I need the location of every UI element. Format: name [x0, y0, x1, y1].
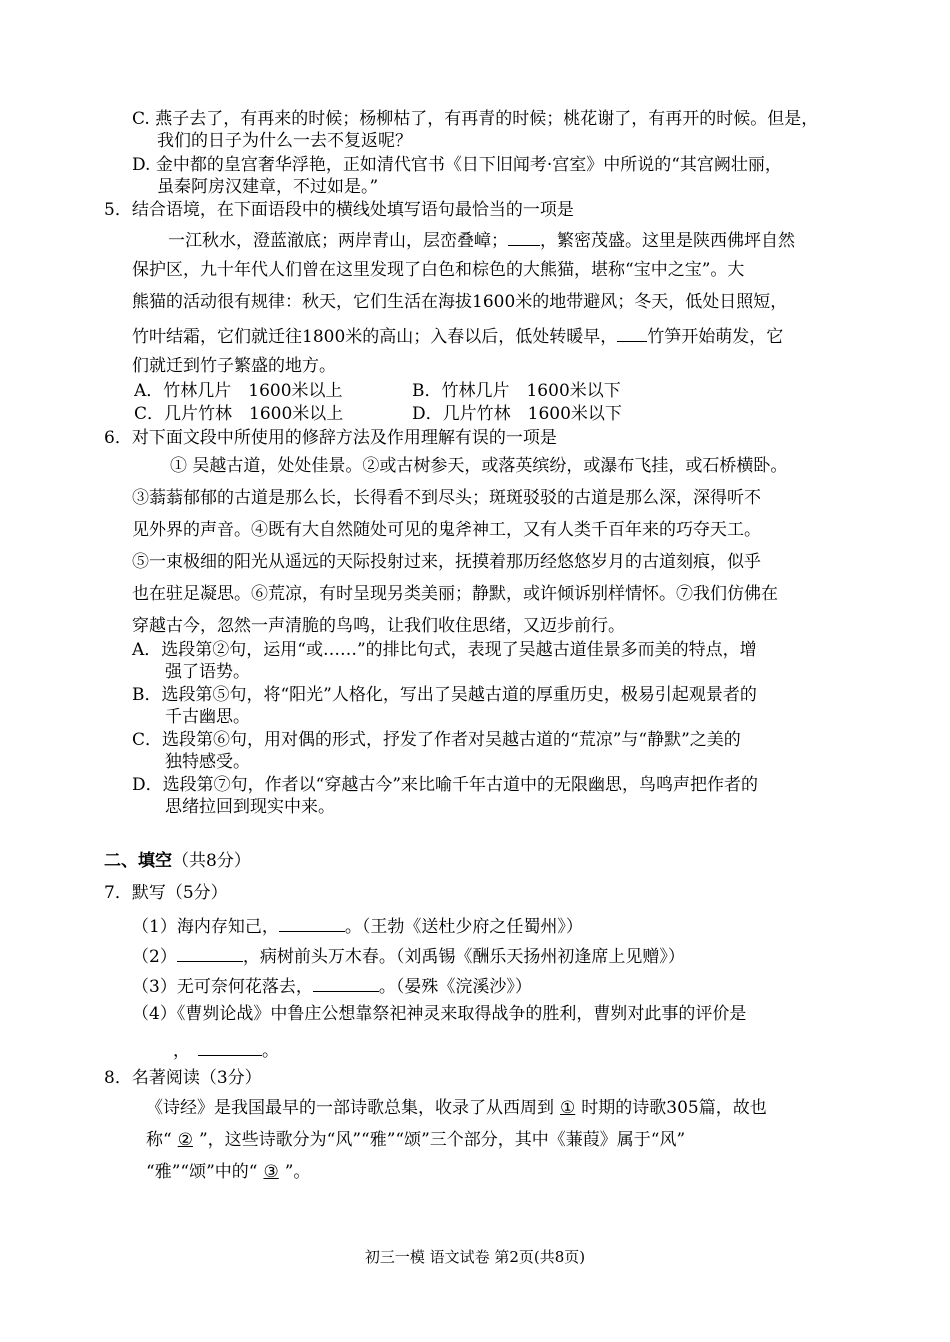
- q5-passage-text: 竹笋开始萌发，它: [647, 327, 784, 347]
- q5-option-c[interactable]: C．几片竹林 1600米以上: [134, 404, 344, 424]
- q8-line2: [146, 1129, 685, 1151]
- q6-option-d-line1[interactable]: D．选段第⑦句，作者以“穿越古今”来比喻千年古道中的无限幽思，鸟鸣声把作者的: [132, 775, 759, 795]
- q8-text: “雅”“颂”中的“: [146, 1162, 258, 1182]
- q5-option-a[interactable]: A．竹林几片 1600米以上: [134, 381, 343, 401]
- q8-text: ”，这些诗歌分为“风”“雅”“颂”三个部分，其中《蒹葭》属于“风”: [198, 1130, 686, 1150]
- q7-item-text: （3）无可奈何花落去，: [132, 977, 313, 997]
- q7-blank-1[interactable]: [279, 913, 345, 932]
- q8-text: ”。: [284, 1162, 311, 1182]
- q5-option-b[interactable]: B．竹林几片 1600米以下: [412, 381, 621, 401]
- q7-item-4-line2: [173, 1037, 279, 1062]
- q6-passage-line2: ③蓊蓊郁郁的古道是那么长，长得看不到尽头；斑斑驳驳的古道是那么深，深得听不: [132, 488, 761, 508]
- q8-blank-2[interactable]: ②: [177, 1130, 193, 1150]
- q6-option-b-line2: 千古幽思。: [165, 707, 250, 727]
- q5-passage-text: ，繁密茂盛。这里是陕西佛坪自然: [540, 231, 795, 251]
- q6-option-c-line1[interactable]: C．选段第⑥句，用对偶的形式，抒发了作者对吴越古道的“荒凉”与“静默”之美的: [132, 730, 741, 750]
- q7-blank-4[interactable]: [198, 1037, 262, 1056]
- q7-item-text: 。: [262, 1041, 279, 1061]
- q5-blank-2[interactable]: [617, 323, 647, 342]
- q5-passage-line1: [168, 227, 795, 252]
- q5-stem: 5．结合语境，在下面语段中的横线处填写语句最恰当的一项是: [104, 200, 574, 220]
- q7-item-text: （1）海内存知己，: [132, 917, 279, 937]
- q5-passage-line2: 保护区，九十年代人们曾在这里发现了白色和棕色的大熊猫，堪称“宝中之宝”。大: [132, 260, 745, 280]
- q8-text: 时期的诗歌305篇，故也: [581, 1098, 767, 1118]
- q5-passage-line3: 熊猫的活动很有规律：秋天，它们生活在海拔1600米的地带避风；冬天，低处日照短，: [132, 292, 788, 312]
- q5-passage-text: 一江秋水，澄蓝澈底；两岸青山，层峦叠嶂；: [168, 231, 508, 251]
- q8-line3: [146, 1161, 310, 1183]
- section-heading: [104, 850, 251, 872]
- q8-text: 《诗经》是我国最早的一部诗歌总集，收录了从西周到: [146, 1098, 554, 1118]
- q7-stem: 7．默写（5分）: [104, 883, 228, 903]
- q8-line1: [146, 1097, 767, 1119]
- q5-passage-text: 竹叶结霜，它们就迁往1800米的高山；入春以后，低处转暖早，: [132, 327, 618, 347]
- q8-blank-1[interactable]: ①: [560, 1098, 576, 1118]
- q8-stem: 8．名著阅读（3分）: [104, 1068, 262, 1088]
- section-title: 二、填空: [104, 851, 172, 871]
- page-footer: 初三一模 语文试卷 第2页(共8页): [364, 1248, 586, 1266]
- q5-option-d[interactable]: D．几片竹林 1600米以下: [412, 404, 622, 424]
- q7-item-text: （2）: [132, 947, 177, 967]
- q7-item-text: 。（王勃《送杜少府之任蜀州》）: [344, 917, 583, 937]
- q6-passage-line5: 也在驻足凝思。⑥荒凉，有时呈现另类美丽；静默，或许倾诉别样情怀。⑦我们仿佛在: [132, 584, 778, 604]
- q6-option-d-line2: 思绪拉回到现实中来。: [165, 797, 335, 817]
- section-score: （共8分）: [172, 851, 251, 871]
- q6-passage-line3: 见外界的声音。④既有大自然随处可见的鬼斧神工，又有人类千百年来的巧夺天工。: [132, 520, 761, 540]
- q4-option-d-line1: D. 金中都的皇宫奢华浮艳，正如清代官书《日下旧闻考·宫室》中所说的“其宫阙壮丽，: [132, 155, 782, 175]
- q6-stem: 6．对下面文段中所使用的修辞方法及作用理解有误的一项是: [104, 428, 557, 448]
- q7-item-2: [132, 943, 685, 968]
- q7-item-text: ，病树前头万木春。（刘禹锡《酬乐天扬州初逢席上见赠》）: [242, 947, 685, 967]
- q7-blank-3[interactable]: [313, 973, 379, 992]
- q7-item-3: [132, 973, 532, 998]
- q6-passage-line1: ① 吴越古道，处处佳景。②或古树参天，或落英缤纷，或瀑布飞挂，或石桥横卧。: [170, 456, 788, 476]
- q4-option-c-line2: 我们的日子为什么一去不复返呢？: [157, 131, 412, 151]
- q5-blank-1[interactable]: [508, 227, 540, 246]
- q4-option-d-line2: 虽秦阿房汉建章，不过如是。”: [157, 177, 379, 197]
- q6-option-a-line2: 强了语势。: [165, 662, 250, 682]
- q6-passage-line4: ⑤一束极细的阳光从遥远的天际投射过来，抚摸着那历经悠悠岁月的古道刻痕，似乎: [132, 552, 761, 572]
- q7-item-text: ，: [173, 1041, 190, 1061]
- q8-blank-3[interactable]: ③: [263, 1162, 279, 1182]
- q5-passage-line5: 们就迁到竹子繁盛的地方。: [132, 356, 336, 376]
- q5-passage-line4: [132, 323, 783, 348]
- q6-option-a-line1[interactable]: A．选段第②句，运用“或……”的排比句式，表现了吴越古道佳景多而美的特点，增: [132, 640, 757, 660]
- q7-item-text: 。（晏殊《浣溪沙》）: [378, 977, 532, 997]
- q7-item-1: [132, 913, 583, 938]
- q6-option-c-line2: 独特感受。: [165, 752, 250, 772]
- q4-option-c-line1: C. 燕子去了，有再来的时候；杨柳枯了，有再青的时候；桃花谢了，有再开的时候。但是，: [132, 109, 819, 129]
- q6-passage-line6: 穿越古今，忽然一声清脆的鸟鸣，让我们收住思绪，又迈步前行。: [132, 616, 625, 636]
- q8-text: 称“: [146, 1130, 172, 1150]
- q7-item-4-line1: （4）《曹刿论战》中鲁庄公想靠祭祀神灵来取得战争的胜利，曹刿对此事的评价是: [132, 1004, 747, 1024]
- q7-blank-2[interactable]: [177, 943, 243, 962]
- q6-option-b-line1[interactable]: B．选段第⑤句，将“阳光”人格化，写出了吴越古道的厚重历史，极易引起观景者的: [132, 685, 757, 705]
